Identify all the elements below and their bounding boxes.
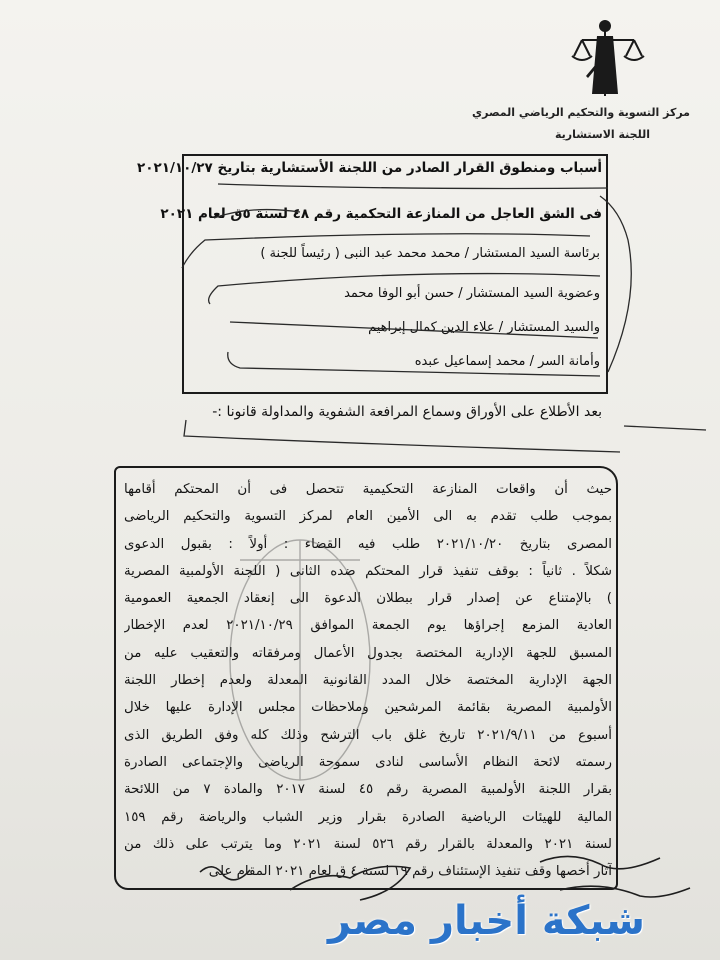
secretary: وأمانة السر / محمد إسماعيل عبده bbox=[414, 354, 600, 369]
member-third: والسيد المستشار / علاء الدين كمال إبراهيم bbox=[368, 320, 600, 335]
body-line: المسبق للجهة الإدارية المختصة بجدول الأعمال ومرفقاته والتعقيب عليه من bbox=[124, 645, 612, 661]
organization-name: مركز التسوية والتحكيم الرياضي المصري bbox=[472, 106, 690, 119]
watermark: شبكة أخبار مصر bbox=[328, 898, 646, 944]
body-line: حيث أن واقعات المنازعة التحكيمية تتحصل فى أن المحتكم أقامها bbox=[124, 482, 612, 497]
body-line: شكلاً . ثانياً : بوقف تنفيذ قرار المحتكم ضده الثانى ( اللجنة الأولمبية المصرية bbox=[124, 563, 612, 579]
body-line: الأولمبية المصرية بقائمة المرشحين وملاحظات مجلس الإدارة عليها خلال bbox=[124, 700, 612, 716]
body-line: المالية للهيئات الرياضية الصادرة بقرار وزير الشباب والرياضة رقم ١٥٩ bbox=[124, 809, 612, 825]
body-line: لسنة ٢٠٢١ والمعدلة بالقرار رقم ٥٢٦ لسنة ٢٠٢١ وما يترتب على ذلك من bbox=[124, 836, 612, 852]
body-line: أسبوع من ٢٠٢١/٩/١١ تاريخ غلق باب الترشح وذلك كله وفق الطريق الذى bbox=[124, 727, 612, 743]
body-line: المصرى بتاريخ ٢٠٢١/١٠/٢٠ طلب فيه القضاء : أولاً : بقبول الدعوى bbox=[124, 536, 612, 552]
committee-name: اللجنة الاستشارية bbox=[554, 128, 650, 141]
member-second: وعضوية السيد المستشار / حسن أبو الوفا محمد bbox=[344, 286, 600, 301]
body-line: العادية المزمع إجراؤها يوم الجمعة الموافق ٢٠٢١/١٠/٢٩ لعدم الإخطار bbox=[124, 618, 612, 634]
body-line: ) بالإمتناع عن إصدار قرار ببطلان الدعوة الى إنعقاد الجمعية العمومية bbox=[124, 591, 612, 607]
decision-title-line1: أسباب ومنطوق القرار الصادر من اللجنة الأستشارية بتاريخ ٢٠٢١/١٠/٢٧ bbox=[136, 160, 602, 176]
decision-title-line2: فى الشق العاجل من المنازعة التحكمية رقم ٤٨ لسنة ٥ق لعام ٢٠٢١ bbox=[160, 206, 602, 222]
intro-statement: بعد الأطلاع على الأوراق وسماع المرافعة الشفوية والمداولة قانونا :- bbox=[212, 404, 602, 420]
body-line: رسمته لائحة النظام الأساسى لنادى سموحة الرياضى والإجتماعى الصادرة bbox=[124, 754, 612, 770]
body-line: بقرار اللجنة الأولمبية المصرية رقم ٤٥ لسنة ٢٠١٧ والمادة ٧ من اللائحة bbox=[124, 782, 612, 798]
body-line: آثار أخصها وقف تنفيذ الإستئناف رقم ١٩ لسنة ٤ ق لعام ٢٠٢١ المقام على bbox=[208, 864, 612, 880]
body-line: الجهة الإدارية المختصة خلال المدد القانونية المعدلة ولعدم إخطار اللجنة bbox=[124, 673, 612, 689]
member-chairman: برئاسة السيد المستشار / محمد محمد عبد النبى ( رئيساً للجنة ) bbox=[260, 246, 600, 261]
body-line: بموجب طلب تقدم به الى الأمين العام لمركز التسوية والتحكيم الرياضى bbox=[124, 509, 612, 525]
